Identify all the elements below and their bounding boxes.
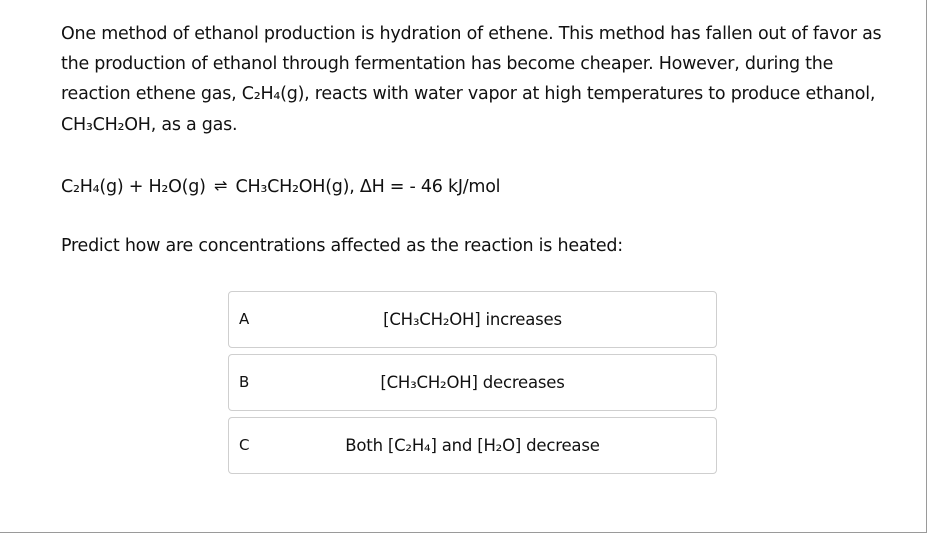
passage-text: One method of ethanol production is hydration of ethene. This method has fallen out of favor as the production of ethanol through fermentation has become cheaper. However, during the reaction ethene gas, C₂H₄(g), reacts with water vapor at high temperatures to produce ethanol, CH₃CH₂OH, as a gas. [61,24,882,135]
option-letter: A [239,310,250,328]
answer-options [228,291,717,480]
option-letter: C [239,436,250,454]
question-prompt: Predict how are concentrations affected as the reaction is heated: [61,236,623,256]
answer-option-c[interactable] [228,417,717,474]
option-text: [CH₃CH₂OH] increases [383,310,562,329]
option-letter: B [239,373,250,391]
answer-option-a[interactable] [228,291,717,348]
answer-option-b[interactable] [228,354,717,411]
chemical-equation [61,172,500,202]
equilibrium-arrow-icon: ⇌ [214,176,228,195]
question-passage [61,19,891,140]
equation-products: CH₃CH₂OH(g), ΔH = - 46 kJ/mol [235,177,501,197]
option-text: Both [C₂H₄] and [H₂O] decrease [345,436,600,455]
equation-reactants: C₂H₄(g) + H₂O(g) [61,177,206,197]
option-text: [CH₃CH₂OH] decreases [380,373,565,392]
